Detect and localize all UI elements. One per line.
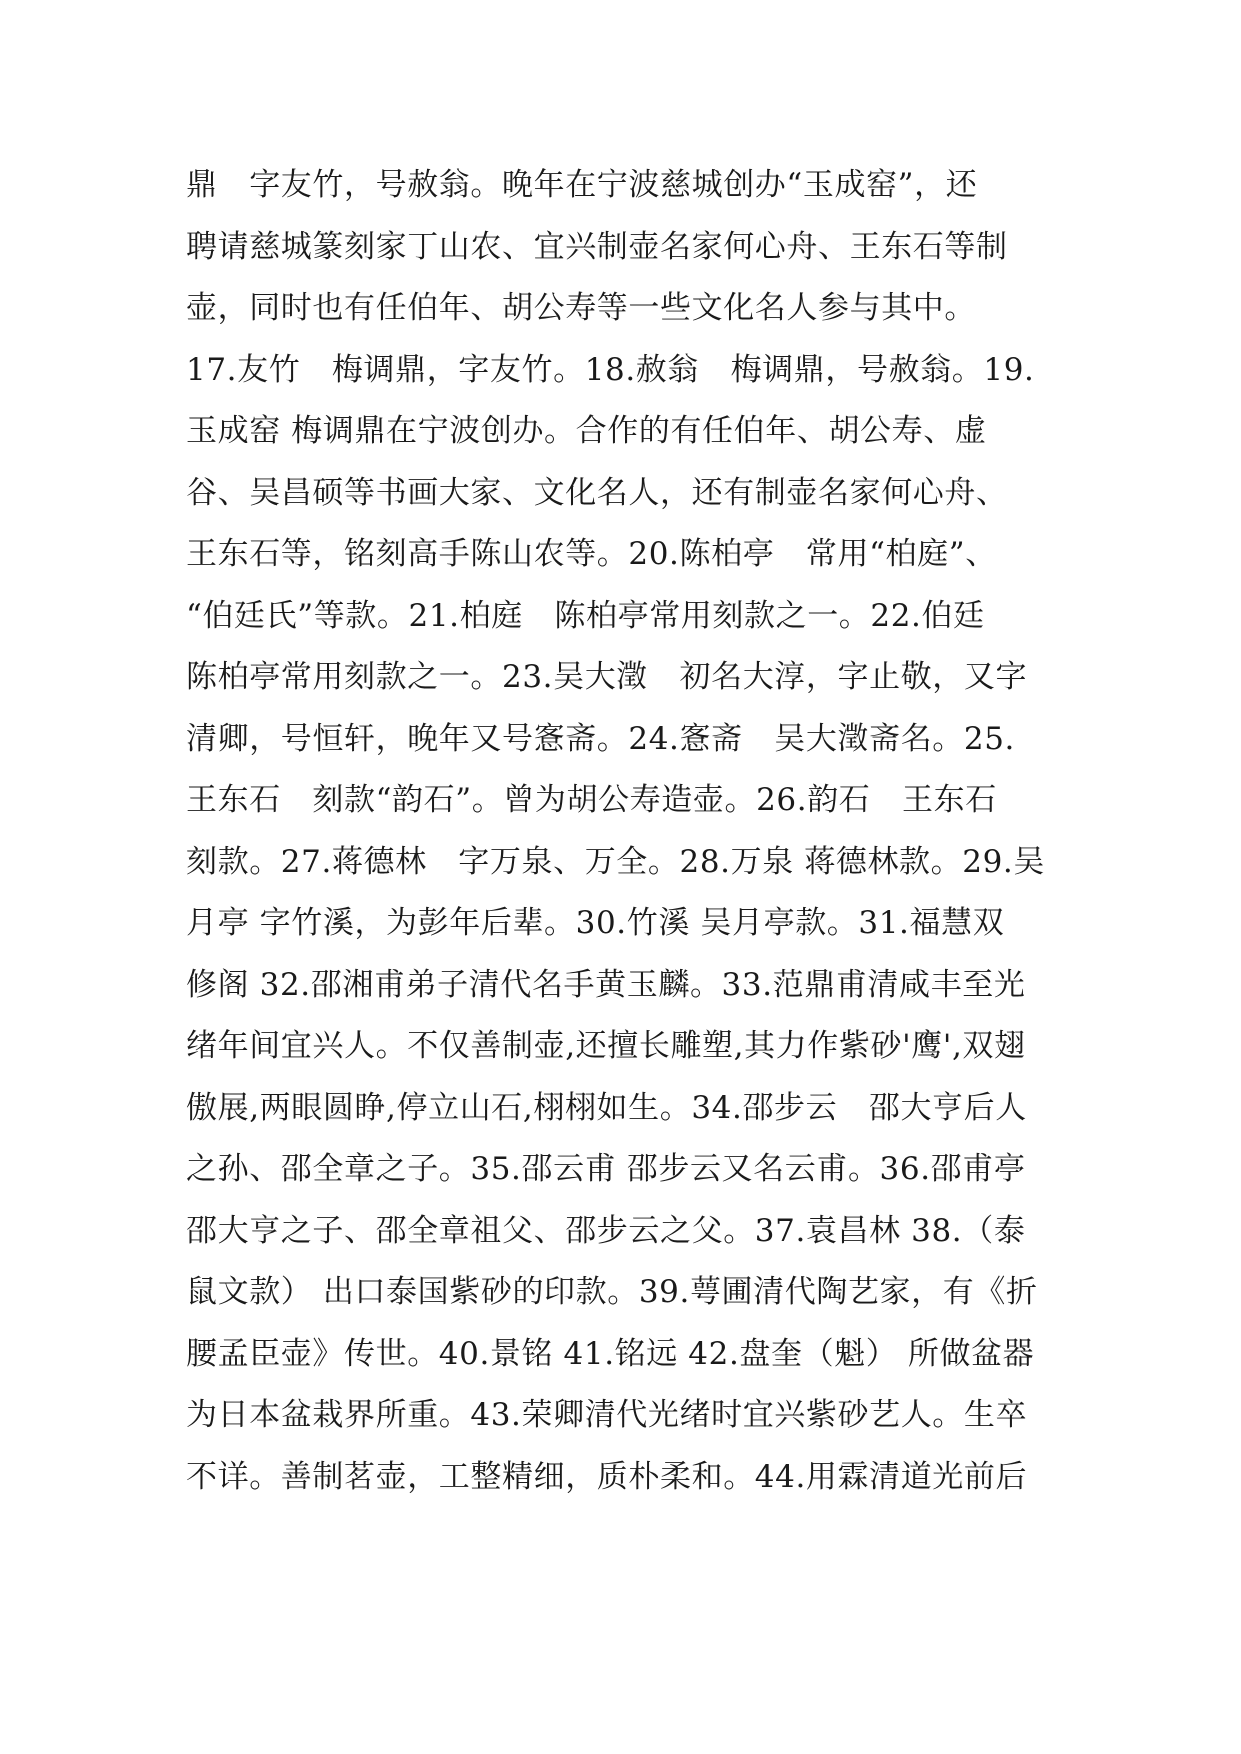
text-line: 鼠文款） 出口泰国紫砂的印款。39.萼圃清代陶艺家，有《折 bbox=[186, 1274, 1038, 1310]
text-line: “伯廷氏”等款。21.柏庭 陈柏亭常用刻款之一。22.伯廷 bbox=[186, 597, 985, 634]
text-line: 之孙、邵全章之子。35.邵云甫 邵步云又名云甫。36.邵甫亭 bbox=[186, 1151, 1026, 1187]
text-line: 傲展,两眼圆睁,停立山石,栩栩如生。34.邵步云 邵大亨后人 bbox=[186, 1089, 1027, 1126]
text-line: 王东石等，铭刻高手陈山农等。20.陈柏亭 常用“柏庭”、 bbox=[186, 536, 997, 572]
text-line: 谷、吴昌硕等书画大家、文化名人，还有制壶名家何心舟、 bbox=[186, 474, 1008, 511]
text-line: 腰孟臣壶》传世。40.景铭 41.铭远 42.盘奎（魁） 所做盆器 bbox=[186, 1335, 1035, 1372]
text-line: 17.友竹 梅调鼎，字友竹。18.赦翁 梅调鼎，号赦翁。19. bbox=[186, 351, 1035, 388]
text-line: 鼎 字友竹，号赦翁。晚年在宁波慈城创办“玉成窑”，还 bbox=[186, 167, 978, 203]
text-line: 不详。善制茗壶，工整精细，质朴柔和。44.用霖清道光前后 bbox=[186, 1458, 1028, 1495]
text-line: 绪年间宜兴人。不仅善制壶,还擅长雕塑,其力作紫砂'鹰',双翅 bbox=[186, 1028, 1026, 1064]
text-line: 为日本盆栽界所重。43.荣卿清代光绪时宜兴紫砂艺人。生卒 bbox=[186, 1397, 1028, 1433]
text-line: 刻款。27.蒋德林 字万泉、万全。28.万泉 蒋德林款。29.吴 bbox=[186, 843, 1045, 880]
text-line: 陈柏亭常用刻款之一。23.吴大澂 初名大淳，字止敬，又字 bbox=[186, 659, 1028, 695]
text-line: 聘请慈城篆刻家丁山农、宜兴制壶名家何心舟、王东石等制 bbox=[186, 228, 1008, 265]
text-line: 邵大亨之子、邵全章祖父、邵步云之父。37.袁昌林 38.（泰 bbox=[186, 1212, 1026, 1249]
text-line: 王东石 刻款“韵石”。曾为胡公寿造壶。26.韵石 王东石 bbox=[186, 782, 997, 818]
body-text bbox=[186, 155, 1066, 1508]
text-line: 壶，同时也有任伯年、胡公寿等一些文化名人参与其中。 bbox=[186, 290, 976, 326]
text-line: 玉成窑 梅调鼎在宁波创办。合作的有任伯年、胡公寿、虚 bbox=[186, 413, 987, 449]
text-line: 清卿，号恒轩，晚年又号愙斋。24.愙斋 吴大澂斋名。25. bbox=[186, 720, 1015, 757]
text-line: 修阁 32.邵湘甫弟子清代名手黄玉麟。33.范鼎甫清咸丰至光 bbox=[186, 966, 1026, 1003]
text-line: 月亭 字竹溪，为彭年后辈。30.竹溪 吴月亭款。31.福慧双 bbox=[186, 905, 1005, 941]
